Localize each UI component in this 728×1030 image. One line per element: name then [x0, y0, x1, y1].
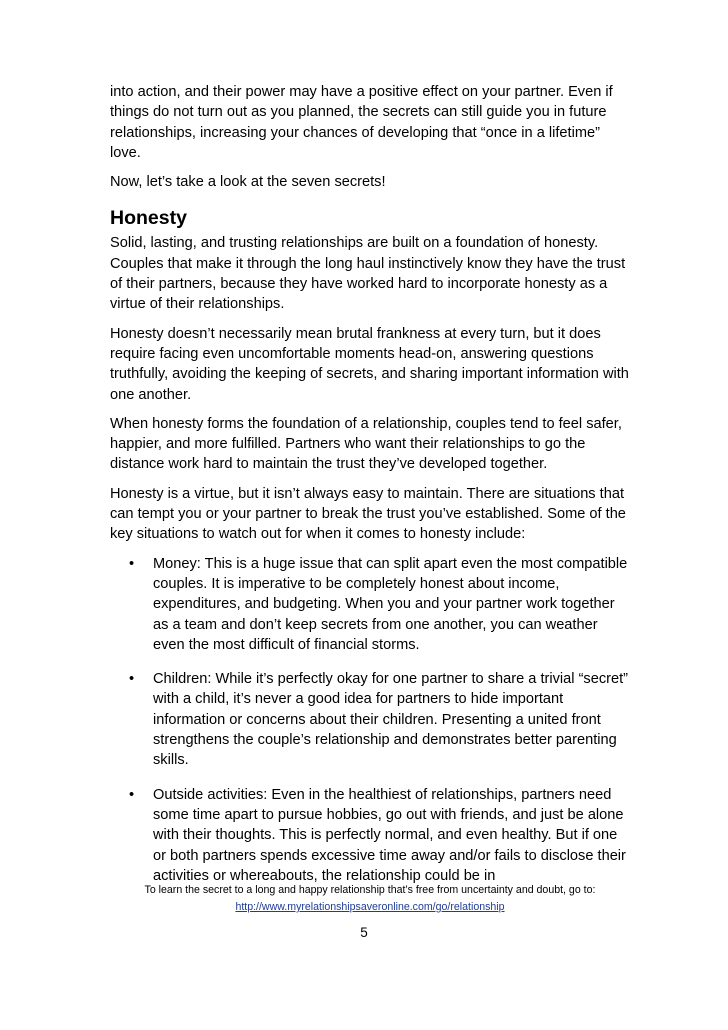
list-item [110, 669, 630, 770]
list-item-text: Outside activities: Even in the healthiest of relationships, partners need some time apart to pursue hobbies, go out with friends, and just be alone with their thoughts. This is perfectly normal, and even healthy. But if one or both partners spends excessive time away and/or fails to disclose their activities or whereabouts, the relationship could be in [153, 786, 626, 884]
page-body [110, 82, 630, 900]
page-footer [110, 882, 630, 916]
list-item [110, 554, 630, 655]
list-item-text: Children: While it’s perfectly okay for one partner to share a trivial “secret” with a child, it’s never a good idea for partners to hide important information or concerns about their children. Presenting a united front strengthens the couple’s relationship and demonstrates better parenting skills. [153, 671, 629, 769]
bullet-list [110, 554, 630, 886]
body-paragraph: Honesty is a virtue, but it isn’t always easy to maintain. There are situations that can tempt you or your partner to break the trust you’ve established. Some of the key situations to watch out for when it comes to honesty include: [110, 485, 626, 543]
body-paragraph: Honesty doesn’t necessarily mean brutal frankness at every turn, but it does require facing even uncomfortable moments head-on, answering questions truthfully, avoiding the keeping of secrets, and sharing important information with one another. [110, 325, 629, 403]
body-paragraph: Solid, lasting, and trusting relationships are built on a foundation of honesty. Couples that make it through the long haul instinctively know they have the trust of their partners, because they have worked hard to incorporate honesty as a virtue of their relationships. [110, 235, 626, 313]
intro-paragraph: into action, and their power may have a positive effect on your partner. Even if things do not turn out as you planned, the secrets can still guide you in future relationships, increasing your chances of developing that “once in a lifetime” love. [110, 84, 613, 161]
bullet-icon: • [129, 786, 135, 803]
body-paragraph: When honesty forms the foundation of a relationship, couples tend to feel safer, happier, and more fulfilled. Partners who want their relationships to go the distance work hard to maintain the trust they’ve developed together. [110, 415, 622, 473]
footer-link[interactable]: http://www.myrelationshipsaveronline.com/go/relationship [235, 901, 505, 913]
footer-promo-text: To learn the secret to a long and happy relationship that’s free from uncertainty and doubt, go to: [144, 884, 596, 896]
page-number: 5 [360, 925, 368, 940]
bullet-icon: • [129, 555, 135, 572]
section-heading: Honesty [110, 207, 187, 230]
list-item [110, 785, 630, 886]
bullet-icon: • [129, 671, 135, 688]
list-item-text: Money: This is a huge issue that can split apart even the most compatible couples. It is imperative to be completely honest about income, expenditures, and budgeting. When you and your partner work together as a team and don’t keep secrets from one another, you can weather even the most difficult of financial storms. [153, 555, 628, 653]
intro-paragraph: Now, let’s take a look at the seven secrets! [110, 174, 386, 191]
